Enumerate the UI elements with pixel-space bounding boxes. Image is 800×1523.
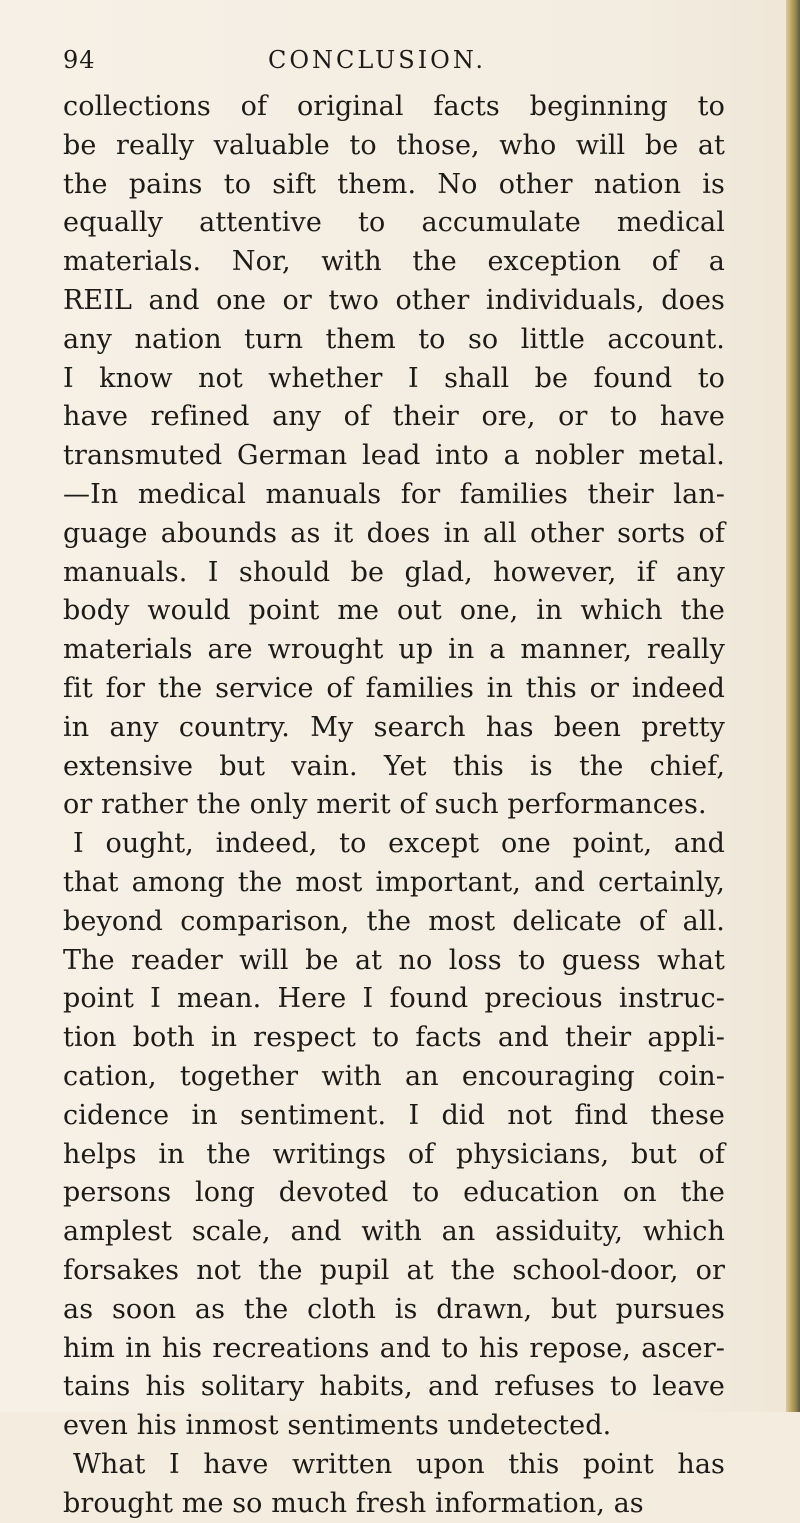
text-line: transmuted German lead into a nobler metal. <box>63 440 725 472</box>
page-number: 94 <box>63 46 96 74</box>
page-edge <box>786 0 800 1412</box>
text-line: manuals. I should be glad, however, if any <box>63 556 725 588</box>
text-line: have refined any of their ore, or to have <box>63 401 725 433</box>
text-line: cation, together with an encouraging coin- <box>63 1060 725 1092</box>
text-line: I ought, indeed, to except one point, and <box>73 828 725 860</box>
text-line: persons long devoted to education on the <box>63 1177 725 1209</box>
text-line: that among the most important, and certainly, <box>63 866 725 898</box>
text-line: collections of original facts beginning to <box>63 91 725 122</box>
text-line: tains his solitary habits, and refuses to leave <box>63 1371 725 1403</box>
text-line: guage abounds as it does in all other sorts of <box>63 517 725 549</box>
text-line: as soon as the cloth is drawn, but pursues <box>63 1293 725 1325</box>
text-line: materials are wrought up in a manner, really <box>63 634 725 666</box>
text-line: —In medical manuals for families their lan- <box>63 478 725 510</box>
running-head-title: CONCLUSION. <box>268 46 486 74</box>
text-line: brought me so much fresh information, as <box>63 1487 644 1519</box>
text-line: REIL and one or two other individuals, does <box>63 284 725 316</box>
text-line: forsakes not the pupil at the school-door, or <box>63 1254 725 1286</box>
text-line: be really valuable to those, who will be at <box>63 129 725 161</box>
running-head <box>63 38 723 78</box>
text-line: beyond comparison, the most delicate of all. <box>63 905 725 937</box>
text-line: materials. Nor, with the exception of a <box>63 246 725 278</box>
text-line: amplest scale, and with an assiduity, which <box>63 1216 725 1248</box>
text-line: What I have written upon this point has <box>73 1448 725 1480</box>
text-line: point I mean. Here I found precious instruc- <box>63 983 725 1015</box>
text-line: fit for the service of families in this or indeed <box>63 672 725 704</box>
text-line: body would point me out one, in which the <box>63 595 725 627</box>
text-line: tion both in respect to facts and their appli- <box>63 1022 725 1054</box>
body-text <box>63 88 725 1523</box>
text-line: or rather the only merit of such performances. <box>63 789 707 821</box>
text-line: helps in the writings of physicians, but of <box>63 1138 725 1170</box>
text-line: extensive but vain. Yet this is the chief, <box>63 750 725 782</box>
text-line: any nation turn them to so little account. <box>63 323 725 355</box>
text-line: cidence in sentiment. I did not find these <box>63 1099 725 1131</box>
text-line: in any country. My search has been pretty <box>63 711 725 743</box>
text-line: even his inmost sentiments undetected. <box>63 1410 612 1442</box>
text-line: him in his recreations and to his repose, ascer- <box>63 1332 725 1364</box>
text-line: equally attentive to accumulate medical <box>63 207 725 239</box>
text-line: I know not whether I shall be found to <box>63 362 725 394</box>
text-line: the pains to sift them. No other nation is <box>63 168 725 200</box>
text-line: The reader will be at no loss to guess what <box>63 944 725 976</box>
